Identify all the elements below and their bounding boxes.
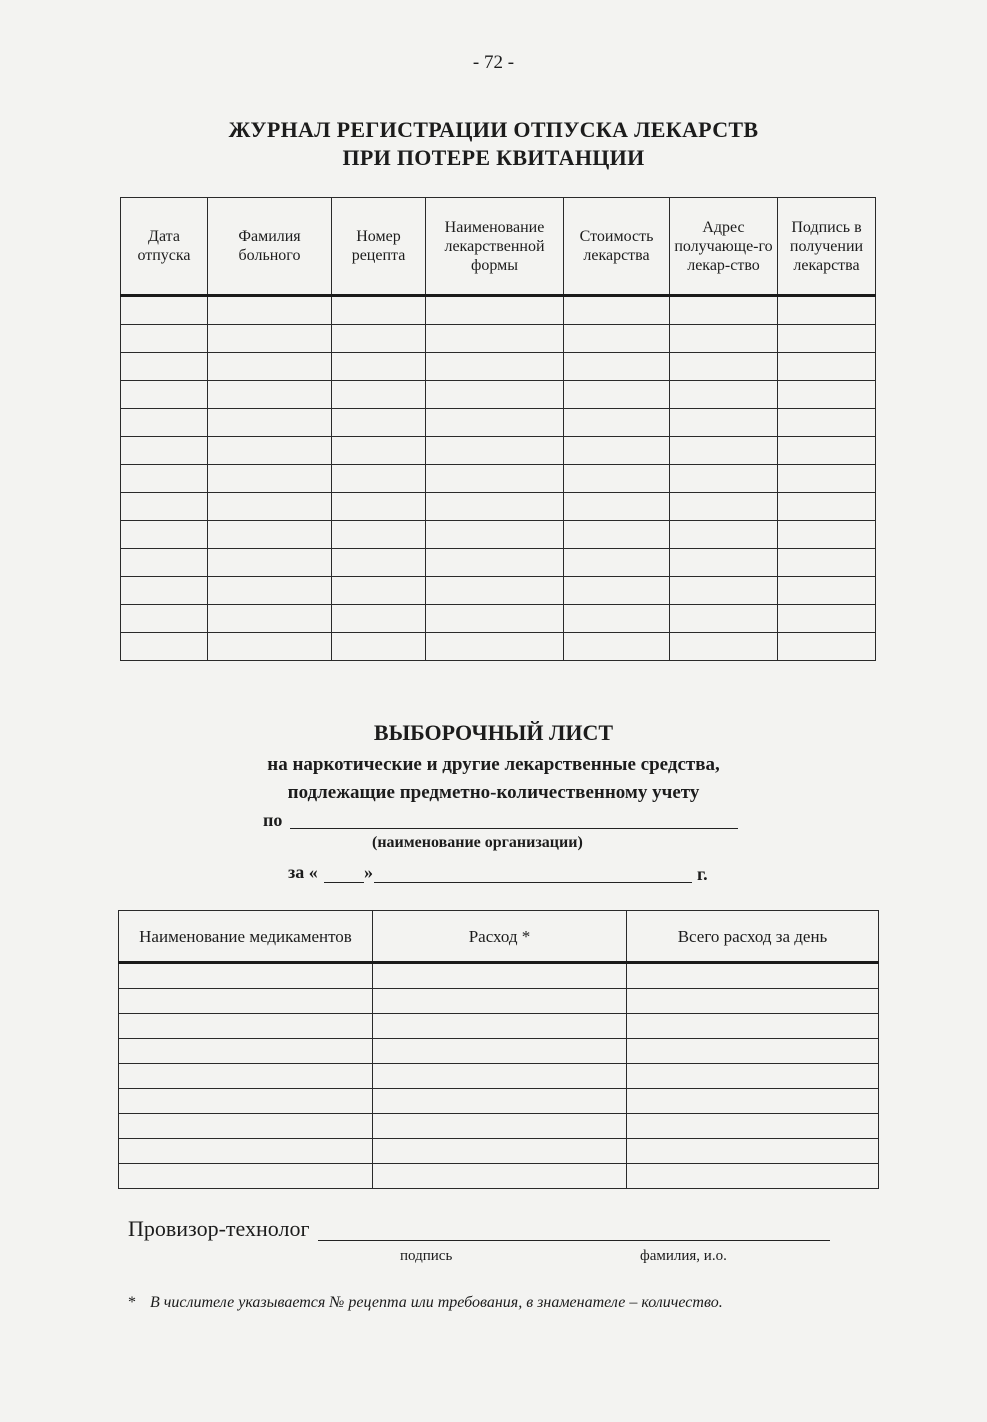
journal-cell bbox=[670, 577, 778, 605]
selective-body bbox=[119, 963, 879, 1189]
journal-cell bbox=[564, 633, 670, 661]
journal-cell bbox=[670, 465, 778, 493]
selective-cell bbox=[373, 1089, 627, 1114]
journal-row bbox=[121, 325, 876, 353]
journal-cell bbox=[332, 577, 426, 605]
journal-cell bbox=[426, 296, 564, 325]
selective-cell bbox=[627, 1114, 879, 1139]
journal-cell bbox=[564, 353, 670, 381]
journal-cell bbox=[121, 381, 208, 409]
selective-cell bbox=[119, 1114, 373, 1139]
organization-caption: (наименование организации) bbox=[372, 834, 583, 851]
journal-cell bbox=[208, 633, 332, 661]
journal-cell bbox=[426, 577, 564, 605]
journal-cell bbox=[121, 409, 208, 437]
journal-cell bbox=[121, 493, 208, 521]
selective-cell bbox=[373, 1014, 627, 1039]
journal-row bbox=[121, 437, 876, 465]
journal-cell bbox=[332, 633, 426, 661]
page-number: - 72 - bbox=[472, 52, 515, 73]
journal-cell bbox=[778, 353, 876, 381]
journal-cell bbox=[564, 437, 670, 465]
journal-header-row bbox=[121, 198, 876, 296]
journal-cell bbox=[208, 353, 332, 381]
journal-cell bbox=[564, 296, 670, 325]
selective-row bbox=[119, 1064, 879, 1089]
day-line bbox=[324, 860, 364, 883]
journal-row bbox=[121, 465, 876, 493]
journal-row bbox=[121, 633, 876, 661]
selective-header-row bbox=[119, 911, 879, 963]
journal-cell bbox=[670, 437, 778, 465]
selective-col-total: Всего расход за день bbox=[627, 911, 879, 963]
selective-table bbox=[118, 910, 879, 1189]
journal-cell bbox=[778, 325, 876, 353]
journal-cell bbox=[208, 296, 332, 325]
journal-col-prescription-number: Номер рецепта bbox=[332, 198, 426, 296]
quote-close: » bbox=[364, 862, 373, 882]
journal-col-date: Дата отпуска bbox=[121, 198, 208, 296]
journal-cell bbox=[426, 633, 564, 661]
po-label: по bbox=[263, 810, 283, 830]
journal-cell bbox=[778, 577, 876, 605]
journal-col-surname: Фамилия больного bbox=[208, 198, 332, 296]
selective-col-name: Наименование медикаментов bbox=[119, 911, 373, 963]
journal-cell bbox=[778, 605, 876, 633]
journal-cell bbox=[332, 549, 426, 577]
selective-cell bbox=[373, 1064, 627, 1089]
journal-cell bbox=[332, 605, 426, 633]
journal-cell bbox=[332, 437, 426, 465]
journal-cell bbox=[670, 493, 778, 521]
selective-cell bbox=[627, 1089, 879, 1114]
journal-row bbox=[121, 493, 876, 521]
footnote bbox=[128, 1294, 723, 1312]
selective-cell bbox=[627, 963, 879, 989]
selective-cell bbox=[119, 1064, 373, 1089]
journal-cell bbox=[778, 296, 876, 325]
journal-cell bbox=[121, 465, 208, 493]
journal-cell bbox=[426, 605, 564, 633]
journal-cell bbox=[670, 353, 778, 381]
journal-cell bbox=[564, 325, 670, 353]
journal-row bbox=[121, 296, 876, 325]
journal-cell bbox=[670, 296, 778, 325]
footnote-marker: * bbox=[128, 1294, 136, 1311]
selective-cell bbox=[627, 989, 879, 1014]
journal-cell bbox=[426, 465, 564, 493]
journal-cell bbox=[564, 605, 670, 633]
selective-cell bbox=[627, 1064, 879, 1089]
journal-cell bbox=[426, 381, 564, 409]
journal-cell bbox=[670, 325, 778, 353]
signature-caption: подпись bbox=[400, 1248, 453, 1264]
journal-cell bbox=[121, 353, 208, 381]
journal-row bbox=[121, 577, 876, 605]
journal-cell bbox=[208, 465, 332, 493]
journal-cell bbox=[208, 409, 332, 437]
journal-cell bbox=[426, 409, 564, 437]
journal-row bbox=[121, 353, 876, 381]
journal-title bbox=[0, 116, 987, 172]
journal-cell bbox=[778, 409, 876, 437]
journal-cell bbox=[208, 437, 332, 465]
name-caption: фамилия, и.о. bbox=[640, 1248, 727, 1264]
date-line bbox=[374, 860, 692, 883]
selective-cell bbox=[119, 963, 373, 989]
selective-cell bbox=[119, 989, 373, 1014]
journal-cell bbox=[208, 605, 332, 633]
selective-row bbox=[119, 963, 879, 989]
selective-cell bbox=[373, 1114, 627, 1139]
journal-cell bbox=[426, 493, 564, 521]
journal-cell bbox=[670, 549, 778, 577]
selective-cell bbox=[119, 1014, 373, 1039]
journal-cell bbox=[332, 296, 426, 325]
journal-cell bbox=[121, 325, 208, 353]
journal-cell bbox=[426, 325, 564, 353]
journal-col-dosage-form: Наименование лекарственной формы bbox=[426, 198, 564, 296]
journal-cell bbox=[121, 577, 208, 605]
journal-cell bbox=[564, 381, 670, 409]
journal-cell bbox=[426, 353, 564, 381]
organization-line bbox=[290, 806, 738, 829]
journal-cell bbox=[208, 521, 332, 549]
journal-cell bbox=[332, 325, 426, 353]
selective-subtitle-line2: подлежащие предметно-количественному учету bbox=[287, 782, 700, 803]
selective-row bbox=[119, 989, 879, 1014]
selective-cell bbox=[119, 1089, 373, 1114]
selective-row bbox=[119, 1114, 879, 1139]
selective-cell bbox=[119, 1164, 373, 1189]
journal-cell bbox=[208, 493, 332, 521]
selective-sheet-title: ВЫБОРОЧНЫЙ ЛИСТ bbox=[373, 720, 614, 745]
journal-cell bbox=[778, 437, 876, 465]
journal-cell bbox=[121, 633, 208, 661]
journal-cell bbox=[670, 521, 778, 549]
selective-cell bbox=[627, 1039, 879, 1064]
journal-cell bbox=[778, 465, 876, 493]
journal-cell bbox=[121, 521, 208, 549]
year-suffix: г. bbox=[697, 864, 708, 884]
journal-cell bbox=[426, 521, 564, 549]
journal-row bbox=[121, 381, 876, 409]
journal-cell bbox=[121, 437, 208, 465]
selective-cell bbox=[627, 1014, 879, 1039]
selective-subtitle-line1: на наркотические и другие лекарственные средства, bbox=[267, 754, 720, 775]
journal-cell bbox=[208, 381, 332, 409]
selective-row bbox=[119, 1039, 879, 1064]
signature-line bbox=[318, 1218, 830, 1241]
journal-cell bbox=[332, 353, 426, 381]
selective-cell bbox=[373, 1139, 627, 1164]
journal-cell bbox=[121, 296, 208, 325]
selective-row bbox=[119, 1089, 879, 1114]
journal-cell bbox=[778, 521, 876, 549]
journal-cell bbox=[564, 465, 670, 493]
journal-cell bbox=[208, 577, 332, 605]
journal-cell bbox=[778, 549, 876, 577]
journal-row bbox=[121, 409, 876, 437]
selective-row bbox=[119, 1139, 879, 1164]
journal-row bbox=[121, 549, 876, 577]
journal-cell bbox=[208, 325, 332, 353]
footnote-text: В числителе указывается № рецепта или требования, в знаменателе – количество. bbox=[150, 1294, 723, 1311]
selective-cell bbox=[373, 1164, 627, 1189]
journal-cell bbox=[564, 521, 670, 549]
journal-cell bbox=[121, 605, 208, 633]
journal-cell bbox=[332, 521, 426, 549]
journal-cell bbox=[426, 549, 564, 577]
selective-cell bbox=[373, 989, 627, 1014]
journal-row bbox=[121, 605, 876, 633]
selective-cell bbox=[627, 1164, 879, 1189]
journal-body bbox=[121, 296, 876, 661]
signer-role: Провизор-технолог bbox=[128, 1216, 310, 1241]
journal-cell bbox=[332, 409, 426, 437]
journal-col-signature: Подпись в получении лекарства bbox=[778, 198, 876, 296]
journal-title-line2: ПРИ ПОТЕРЕ КВИТАНЦИИ bbox=[342, 145, 645, 170]
journal-cell bbox=[778, 633, 876, 661]
journal-cell bbox=[121, 549, 208, 577]
journal-col-cost: Стоимость лекарства bbox=[564, 198, 670, 296]
selective-cell bbox=[627, 1139, 879, 1164]
journal-cell bbox=[332, 493, 426, 521]
journal-cell bbox=[332, 465, 426, 493]
journal-cell bbox=[564, 577, 670, 605]
selective-cell bbox=[119, 1039, 373, 1064]
journal-cell bbox=[670, 605, 778, 633]
journal-cell bbox=[778, 381, 876, 409]
journal-cell bbox=[670, 381, 778, 409]
journal-table bbox=[120, 197, 876, 661]
journal-cell bbox=[670, 409, 778, 437]
journal-cell bbox=[426, 437, 564, 465]
selective-row bbox=[119, 1164, 879, 1189]
selective-col-expense: Расход * bbox=[373, 911, 627, 963]
journal-col-address: Адрес получающе-го лекар-ство bbox=[670, 198, 778, 296]
journal-cell bbox=[564, 549, 670, 577]
journal-cell bbox=[332, 381, 426, 409]
journal-title-line1: ЖУРНАЛ РЕГИСТРАЦИИ ОТПУСКА ЛЕКАРСТВ bbox=[228, 117, 759, 142]
za-label: за « bbox=[288, 862, 318, 882]
journal-row bbox=[121, 521, 876, 549]
journal-cell bbox=[564, 409, 670, 437]
journal-cell bbox=[208, 549, 332, 577]
selective-cell bbox=[373, 963, 627, 989]
journal-cell bbox=[670, 633, 778, 661]
selective-row bbox=[119, 1014, 879, 1039]
selective-cell bbox=[119, 1139, 373, 1164]
selective-cell bbox=[373, 1039, 627, 1064]
journal-cell bbox=[778, 493, 876, 521]
journal-cell bbox=[564, 493, 670, 521]
